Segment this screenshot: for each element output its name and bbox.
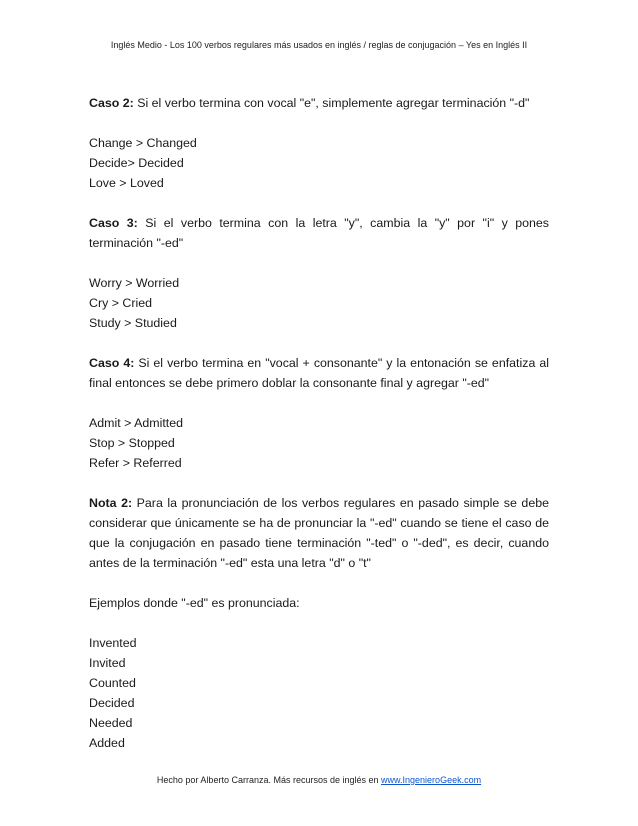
footer-link[interactable]: www.IngenieroGeek.com (381, 775, 482, 785)
example-line: Stop > Stopped (89, 436, 175, 450)
example-line: Study > Studied (89, 316, 177, 330)
ejemplos-list (89, 633, 549, 753)
caso-2-text: Si el verbo termina con vocal "e", simplemente agregar terminación "-d" (133, 96, 530, 110)
caso-3-rule (89, 213, 549, 253)
caso-2-rule (89, 93, 549, 113)
caso-2-label: Caso 2: (89, 96, 134, 110)
caso-4-text: Si el verbo termina en "vocal + consonante" y la entonación se enfatiza al final entonces se debe primero doblar la consonante final y agregar "-ed" (89, 356, 549, 390)
footer-text: Hecho por Alberto Carranza. Más recursos de inglés en (156, 775, 382, 785)
caso-4-label: Caso 4: (89, 356, 135, 370)
caso-3-text: Si el verbo termina con la letra "y", cambia la "y" por "i" y pones terminación "-ed" (89, 216, 549, 250)
word-item: Invited (89, 656, 126, 670)
nota-2-paragraph (89, 493, 549, 573)
nota-2-label: Nota 2: (89, 496, 133, 510)
word-item: Added (89, 736, 125, 750)
example-line: Cry > Cried (89, 296, 152, 310)
page-footer (0, 775, 638, 785)
word-item: Invented (89, 636, 137, 650)
caso-4-examples (89, 413, 549, 473)
example-line: Admit > Admitted (89, 416, 184, 430)
document-body (89, 93, 549, 753)
word-item: Decided (89, 696, 135, 710)
example-line: Refer > Referred (89, 456, 182, 470)
example-line: Decide> Decided (89, 156, 184, 170)
word-item: Needed (89, 716, 133, 730)
word-item: Counted (89, 676, 136, 690)
example-line: Worry > Worried (89, 276, 180, 290)
page-header: Inglés Medio - Los 100 verbos regulares más usados en inglés / reglas de conjugación – Yes en Inglés II (110, 40, 528, 50)
caso-3-examples (89, 273, 549, 333)
example-line: Change > Changed (89, 136, 197, 150)
nota-2-text: Para la pronunciación de los verbos regulares en pasado simple se debe considerar que únicamente se ha de pronunciar la "-ed" cuando se tiene el caso de que la conjugación en pasado tiene terminación "-ted" o "-ded", es decir, cuando antes de la terminación "-ed" esta una letra "d" o "t" (89, 496, 549, 570)
caso-4-rule (89, 353, 549, 393)
caso-3-label: Caso 3: (89, 216, 138, 230)
ejemplos-title: Ejemplos donde "-ed" es pronunciada: (89, 596, 300, 610)
example-line: Love > Loved (89, 176, 164, 190)
caso-2-examples (89, 133, 549, 193)
